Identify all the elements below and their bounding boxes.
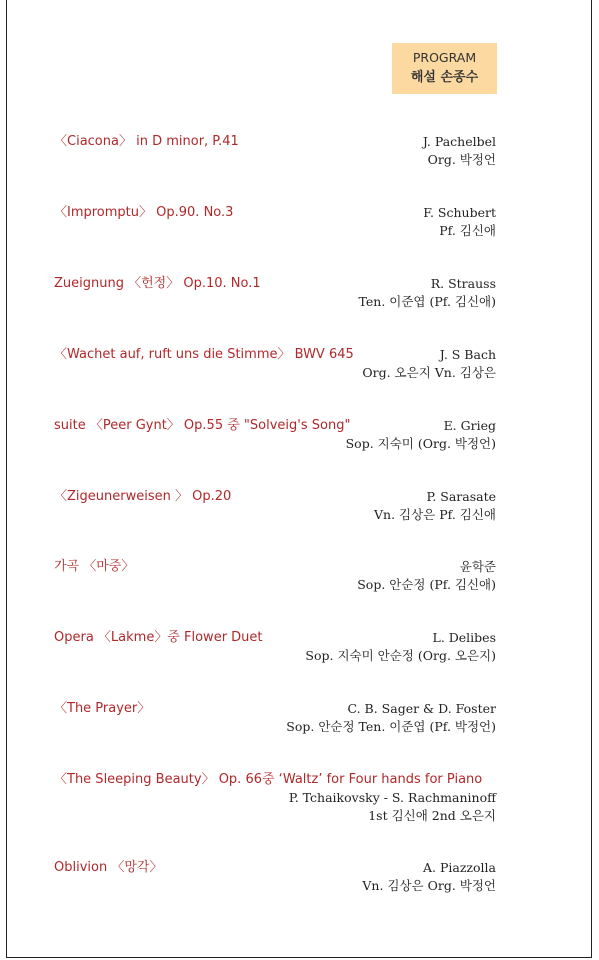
- composer: 윤학준: [459, 559, 496, 574]
- composer: P. Tchaikovsky - S. Rachmaninoff: [288, 790, 496, 805]
- composer: J. Pachelbel: [422, 134, 496, 149]
- piece-title: suite 〈Peer Gynt〉 Op.55 중 "Solveig's Song": [54, 418, 351, 433]
- performers: Sop. 지숙미 (Org. 박정언): [345, 436, 496, 451]
- piece-title: 〈Zigeunerweisen 〉 Op.20: [54, 489, 232, 504]
- composer: E. Grieg: [443, 418, 496, 433]
- composer: C. B. Sager & D. Foster: [347, 701, 496, 716]
- piece-title: 〈Impromptu〉 Op.90. No.3: [54, 205, 234, 220]
- composer: J. S Bach: [439, 347, 496, 362]
- program-heading: PROGRAM: [412, 50, 477, 65]
- performers: Vn. 김상은 Org. 박정언: [362, 878, 496, 893]
- performers: Sop. 안순정 Ten. 이준엽 (Pf. 박정언): [286, 719, 496, 734]
- performers: 1st 김신애 2nd 오은지: [368, 808, 496, 823]
- piece-title: 가곡 〈마중〉: [54, 559, 135, 574]
- composer: F. Schubert: [423, 205, 496, 220]
- piece-title: 〈The Sleeping Beauty〉 Op. 66중 ‘Waltz’ for Four hands for Piano: [54, 772, 483, 787]
- piece-title: Oblivion 〈망각〉: [54, 860, 163, 875]
- commentary-credit: 해설 손종수: [410, 70, 479, 85]
- performers: Ten. 이준엽 (Pf. 김신애): [358, 294, 496, 309]
- piece-title: Zueignung 〈헌정〉 Op.10. No.1: [54, 276, 261, 291]
- performers: Org. 오은지 Vn. 김상은: [362, 365, 496, 380]
- performers: Org. 박정언: [427, 152, 496, 167]
- program-badge: [392, 43, 497, 94]
- performers: Sop. 안순정 (Pf. 김신애): [357, 577, 496, 592]
- composer: R. Strauss: [430, 276, 496, 291]
- piece-title: 〈Wachet auf, ruft uns die Stimme〉 BWV 645: [54, 347, 354, 362]
- composer: A. Piazzolla: [423, 860, 496, 875]
- performers: Vn. 김상은 Pf. 김신애: [374, 507, 496, 522]
- composer: P. Sarasate: [426, 489, 496, 504]
- performers: Sop. 지숙미 안순정 (Org. 오은지): [305, 648, 496, 663]
- piece-title: 〈The Prayer〉: [54, 701, 151, 716]
- piece-title: Opera 〈Lakme〉중 Flower Duet: [54, 630, 263, 645]
- piece-title: 〈Ciacona〉 in D minor, P.41: [54, 134, 239, 149]
- composer: L. Delibes: [432, 630, 496, 645]
- performers: Pf. 김신애: [439, 223, 496, 238]
